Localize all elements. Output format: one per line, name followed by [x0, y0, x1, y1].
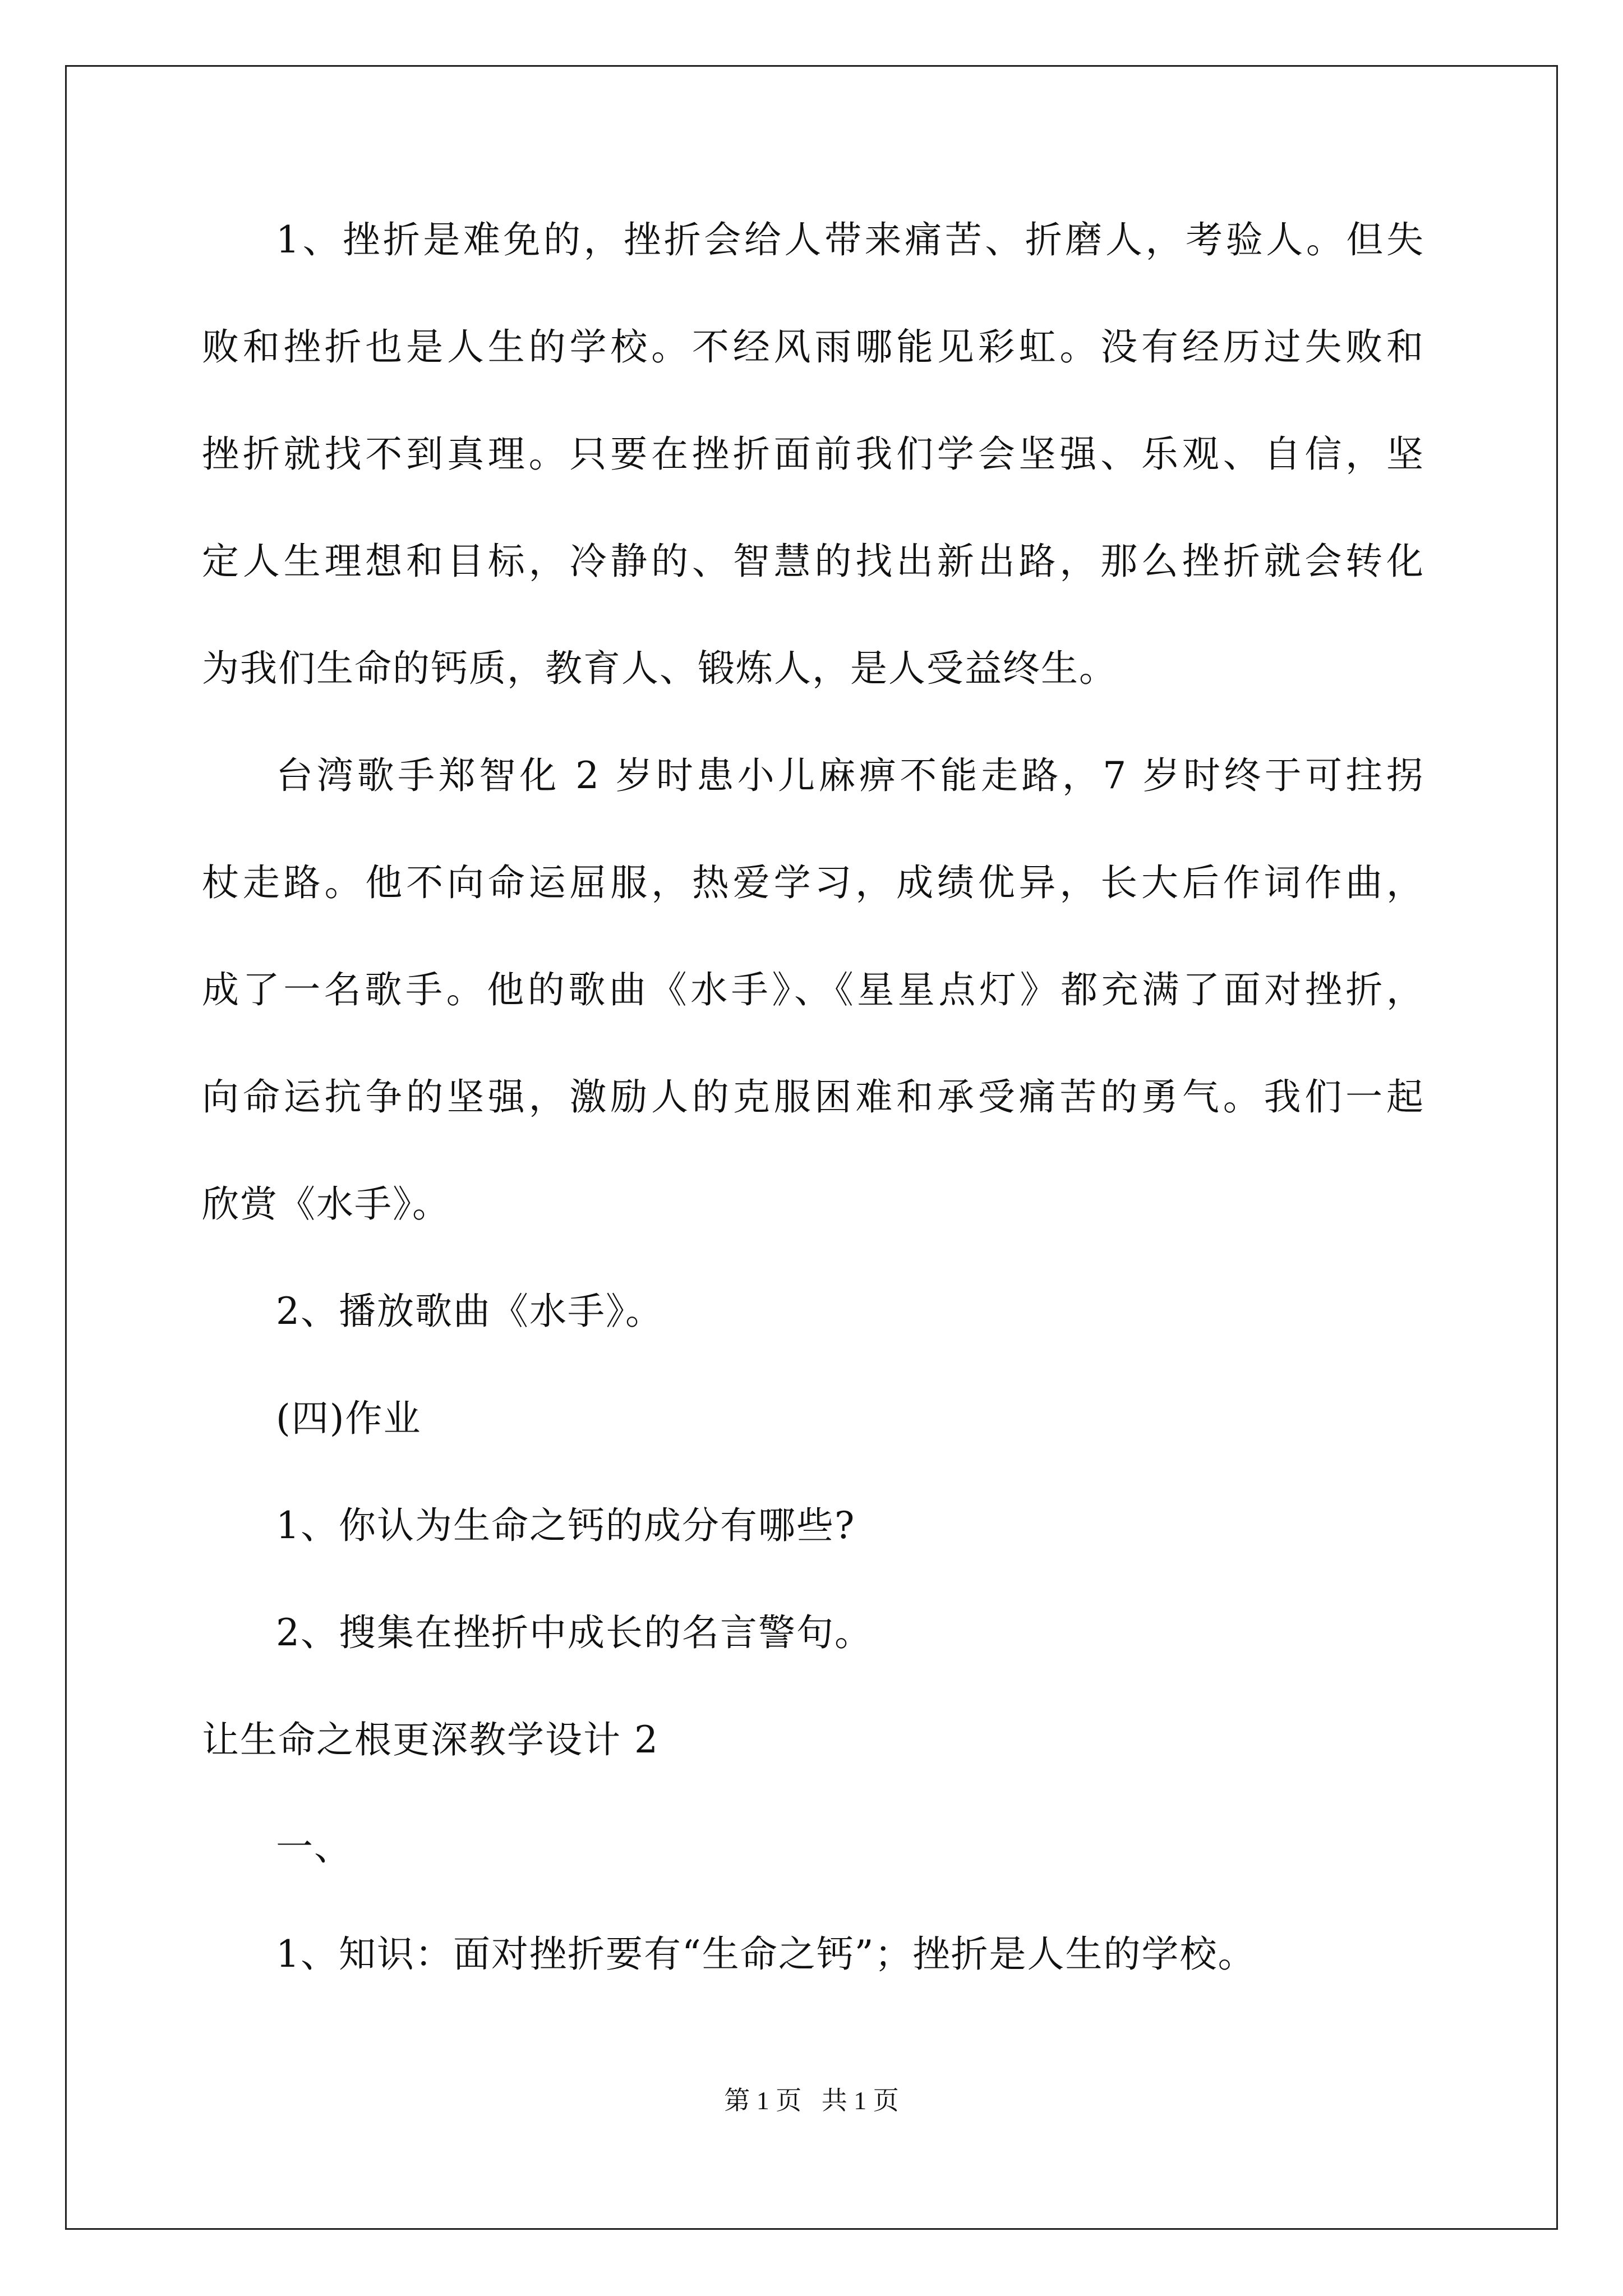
paragraph-1-line-5: 为我们生命的钙质，教育人、锻炼人，是人受益终生。	[202, 647, 1117, 690]
paragraph-2-line-2: 杖走路。他不向命运屈服，热爱学习，成绩优异，长大后作词作曲，	[202, 861, 1424, 904]
paragraph-2-line-3: 成了一名歌手。他的歌曲《水手》、《星星点灯》都充满了面对挫折，	[202, 968, 1424, 1011]
page-border	[65, 65, 1558, 2230]
section-one-heading: 一、	[276, 1825, 352, 1869]
paragraph-1-line-2: 败和挫折也是人生的学校。不经风雨哪能见彩虹。没有经历过失败和	[202, 325, 1424, 369]
page-number-current: 第 1 页	[724, 2086, 802, 2115]
paragraph-2-line-4: 向命运抗争的坚强，激励人的克服困难和承受痛苦的勇气。我们一起	[202, 1075, 1424, 1119]
paragraph-2-line-5: 欣赏《水手》。	[202, 1182, 450, 1226]
paragraph-1-line-3: 挫折就找不到真理。只要在挫折面前我们学会坚强、乐观、自信，坚	[202, 432, 1424, 476]
page-number-total: 共 1 页	[821, 2086, 899, 2115]
knowledge-item: 1、知识：面对挫折要有“生命之钙”；挫折是人生的学校。	[276, 1932, 1256, 1976]
paragraph-2-line-1: 台湾歌手郑智化 2 岁时患小儿麻痹不能走路，7 岁时终于可拄拐	[276, 754, 1424, 797]
homework-item-2: 2、搜集在挫折中成长的名言警句。	[276, 1611, 873, 1654]
paragraph-1-line-4: 定人生理想和目标，冷静的、智慧的找出新出路，那么挫折就会转化	[202, 540, 1424, 583]
homework-item-1: 1、你认为生命之钙的成分有哪些?	[276, 1504, 856, 1547]
design-title: 让生命之根更深教学设计 2	[202, 1718, 659, 1761]
play-song-item: 2、播放歌曲《水手》。	[276, 1290, 663, 1333]
page-footer	[0, 2084, 1623, 2118]
homework-heading: (四)作业	[276, 1397, 422, 1440]
paragraph-1-line-1: 1、挫折是难免的，挫折会给人带来痛苦、折磨人，考验人。但失	[276, 218, 1424, 261]
